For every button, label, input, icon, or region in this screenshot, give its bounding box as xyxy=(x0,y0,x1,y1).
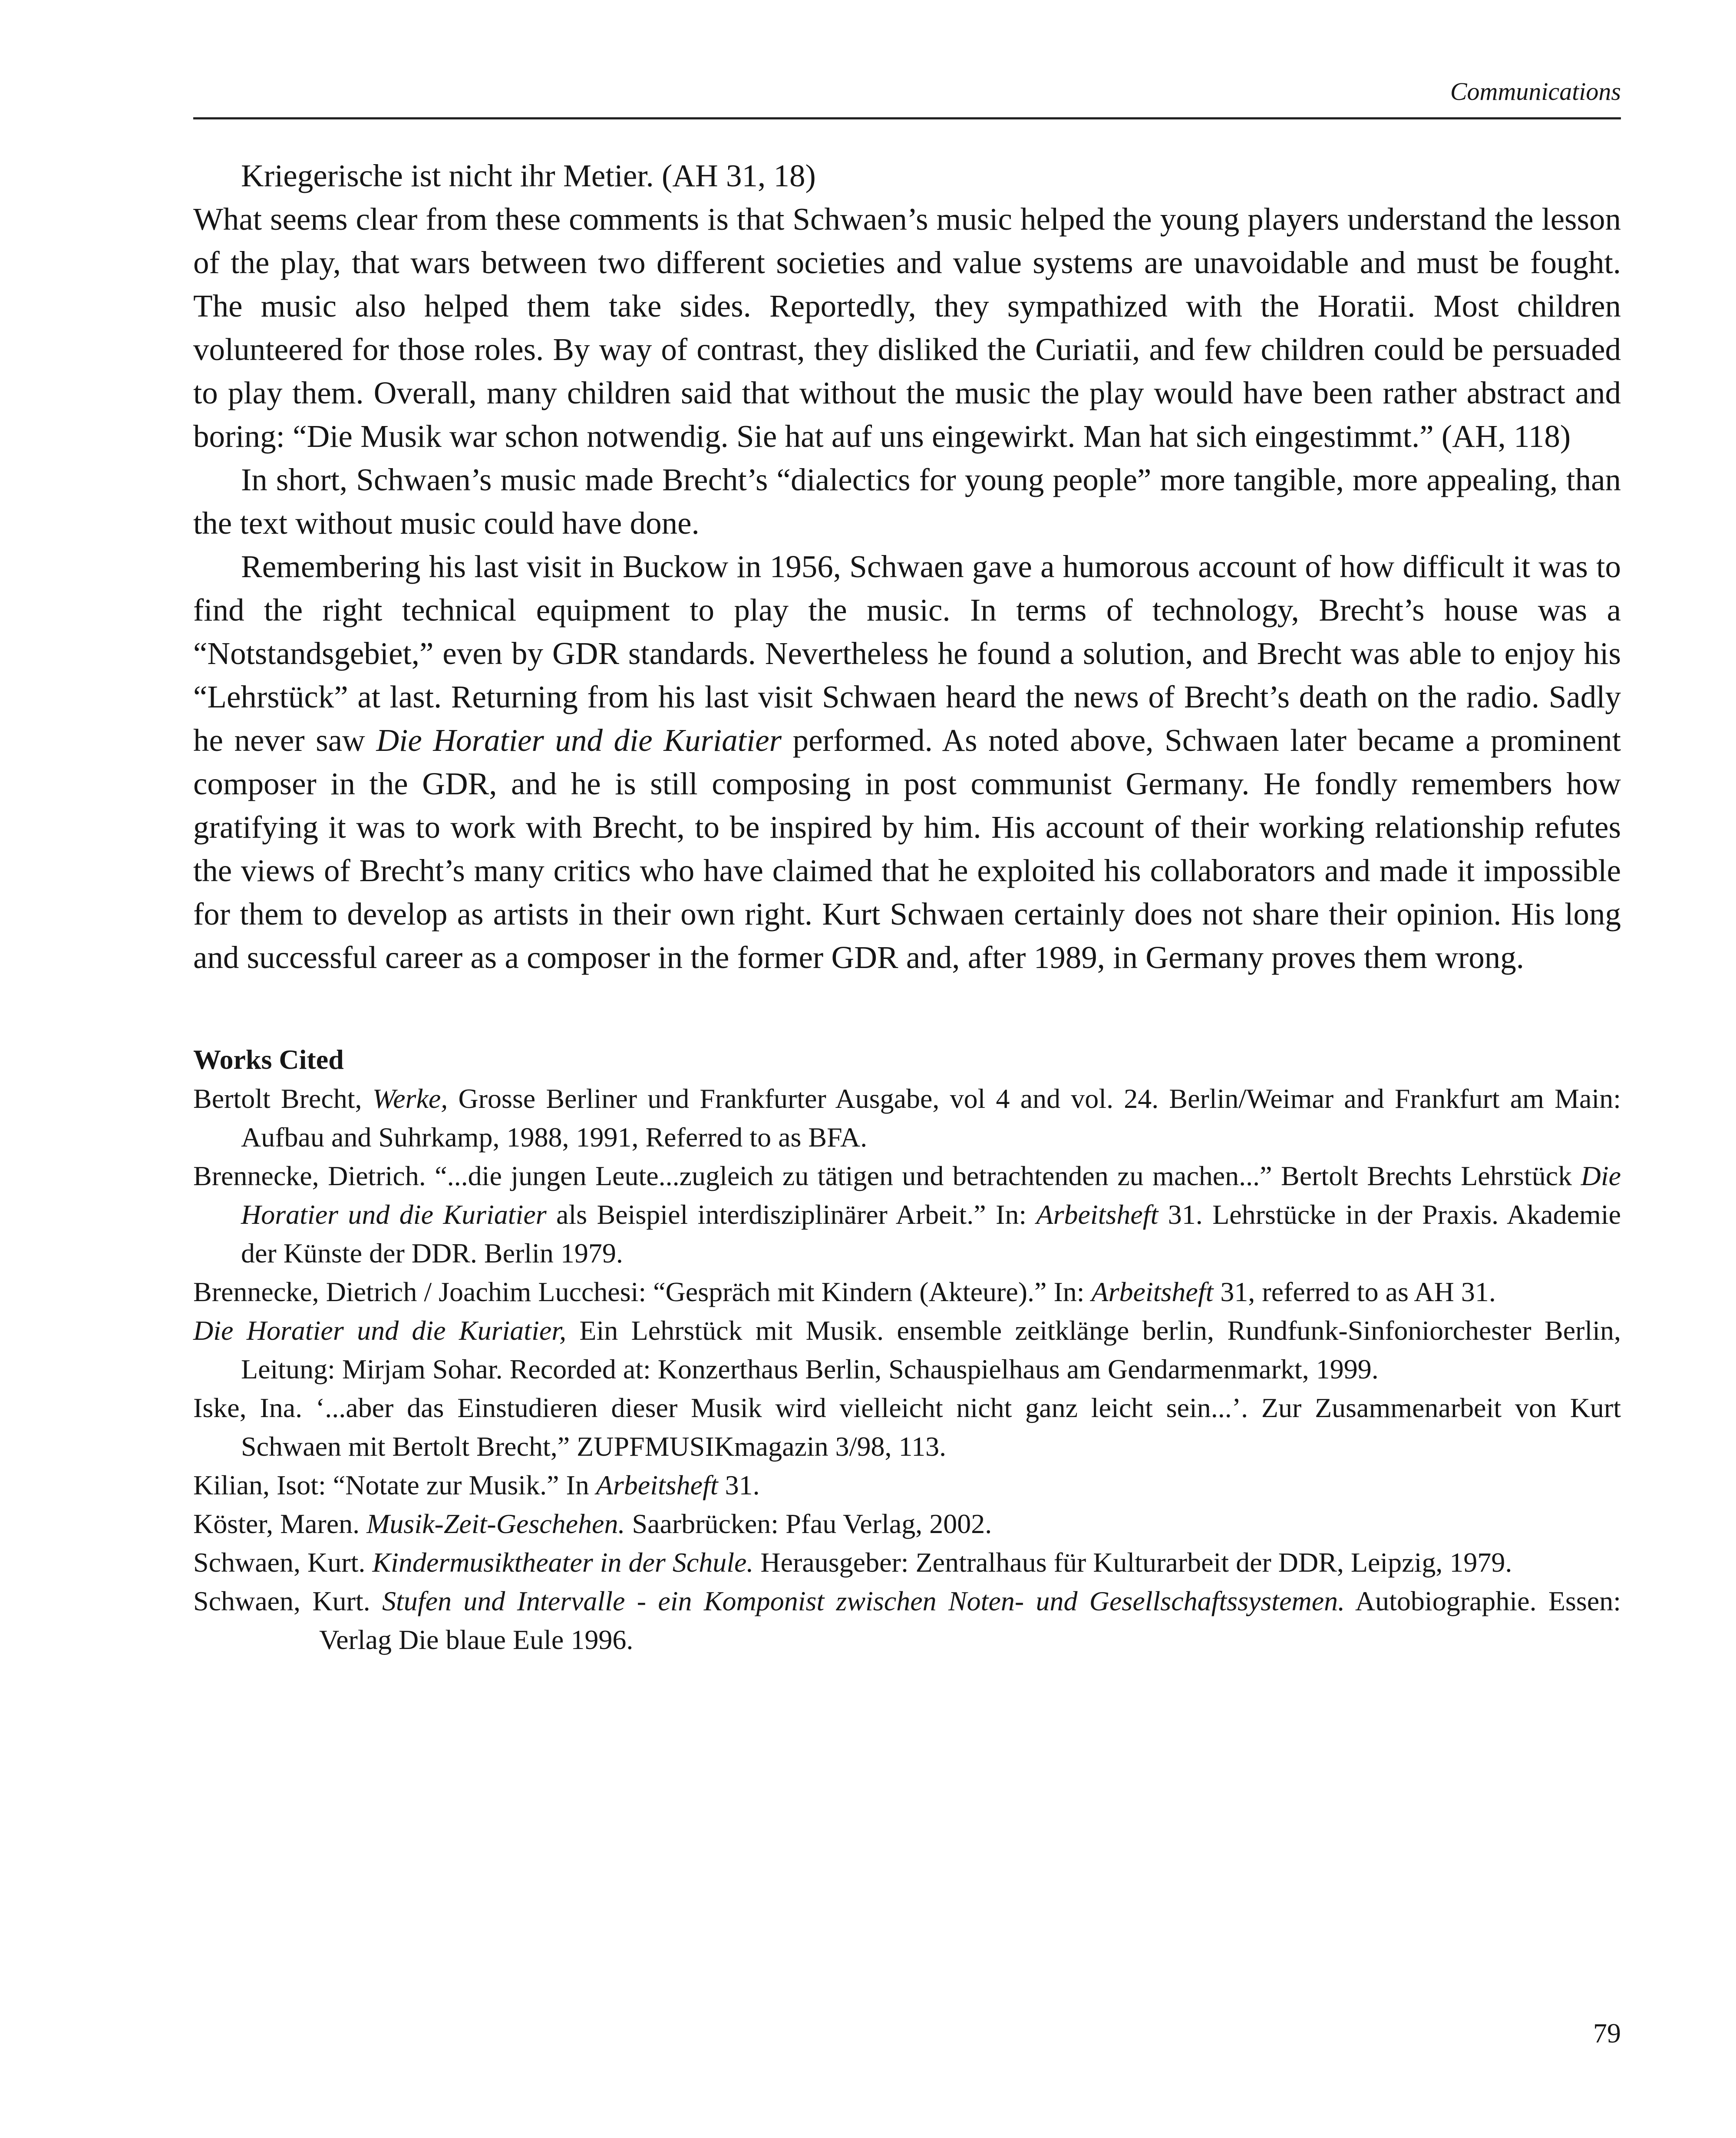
reference-item xyxy=(193,1466,1621,1504)
reference-text: 31, referred to as AH 31. xyxy=(1213,1276,1496,1307)
reference-title: Arbeitsheft xyxy=(596,1470,718,1500)
reference-text: Grosse Berliner und Frankfurter Ausgabe, vol 4 and vol. 24. Berlin/Weimar and Frankfurt am Main: Aufbau and Suhrkamp, 1988, 1991, Referred to as BFA. xyxy=(241,1083,1621,1153)
reference-text: Herausgeber: Zentralhaus für Kulturarbeit der DDR, Leipzig, 1979. xyxy=(753,1547,1512,1578)
reference-title: Stufen und Intervalle - ein Komponist zwischen Noten- und Gesellschaftssystemen. xyxy=(382,1586,1345,1616)
reference-text: als Beispiel interdisziplinärer Arbeit.” In: xyxy=(546,1199,1036,1230)
reference-item xyxy=(193,1388,1621,1466)
reference-title: Werke, xyxy=(372,1083,448,1114)
reference-text: Bertolt Brecht, xyxy=(193,1083,373,1114)
page-content xyxy=(193,154,1621,1659)
running-header: Communications xyxy=(1450,77,1621,106)
reference-item xyxy=(193,1157,1621,1272)
reference-item xyxy=(193,1079,1621,1157)
reference-title: Die Horatier und die Kuriatier xyxy=(241,1160,1621,1230)
reference-text: 31. Lehrstücke in der Praxis. Akademie der Künste der DDR. Berlin 1979. xyxy=(241,1199,1621,1269)
reference-text: Brennecke, Dietrich. “...die jungen Leute...zugleich zu tätigen und betrachtenden zu machen...” Bertolt Brechts Lehrstück xyxy=(193,1160,1581,1191)
paragraph-4-play-title: Die Horatier und die Kuriatier xyxy=(376,723,782,758)
reference-text: Autobiographie. Essen: Verlag Die blaue Eule 1996. xyxy=(319,1586,1621,1655)
paragraph-4-text-a: Remembering his last visit in Buckow in 1956, Schwaen gave a humorous account of how difficult it was to find the right technical equipment to play the music. In terms of technology, Brecht’s house was a “Notstandsgebiet,” even by GDR standards. Nevertheless he found a solution, and Brecht was able to enjoy his “Lehrstück” at last. Returning from his last visit Schwaen heard the news of Brecht’s death on the radio. Sadly he never saw xyxy=(193,549,1621,758)
reference-title: Arbeitsheft xyxy=(1036,1199,1158,1230)
page-number: 79 xyxy=(1593,2018,1621,2049)
reference-title: Kindermusiktheater in der Schule. xyxy=(372,1547,754,1578)
reference-item xyxy=(193,1582,1621,1659)
reference-item xyxy=(193,1311,1621,1388)
paragraph-3: In short, Schwaen’s music made Brecht’s “dialectics for young people” more tangible, more appealing, than the text without music could have done. xyxy=(193,462,1621,541)
header-rule xyxy=(193,117,1621,119)
reference-text: Ein Lehrstück mit Musik. ensemble zeitklänge berlin, Rundfunk-Sinfoniorchester Berlin, Leitung: Mirjam Sohar. Recorded at: Konzerthaus Berlin, Schauspielhaus am Gendarmenmarkt, 1999. xyxy=(241,1315,1621,1385)
reference-item xyxy=(193,1272,1621,1311)
reference-text: Schwaen, Kurt. xyxy=(193,1586,382,1616)
paragraph-4 xyxy=(193,545,1621,979)
reference-text: 31. xyxy=(718,1470,760,1500)
reference-text: Schwaen, Kurt. xyxy=(193,1547,373,1578)
works-cited-heading: Works Cited xyxy=(193,1044,344,1075)
reference-text: Kilian, Isot: “Notate zur Musik.” In xyxy=(193,1470,596,1500)
works-cited-list xyxy=(193,1079,1621,1659)
reference-item xyxy=(193,1504,1621,1543)
reference-title: Musik-Zeit-Geschehen. xyxy=(366,1508,625,1539)
paragraph-2: What seems clear from these comments is that Schwaen’s music helped the young players understand the lesson of the play, that wars between two different societies and value systems are unavoidable and must be fought. The music also helped them take sides. Reportedly, they sympathized with the Horatii. Most children volunteered for those roles. By way of contrast, they disliked the Curiatii, and few children could be persuaded to play them. Overall, many children said that without the music the play would have been rather abstract and boring: “Die Musik war schon notwendig. Sie hat auf uns eingewirkt. Man hat sich eingestimmt.” (AH, 118) xyxy=(193,202,1621,454)
paragraph-4-text-b: performed. As noted above, Schwaen later became a prominent composer in the GDR, and he is still composing in post communist Germany. He fondly remembers how gratifying it was to work with Brecht, to be inspired by him. His account of their working relationship refutes the views of Brecht’s many critics who have claimed that he exploited his collaborators and made it impossible for them to develop as artists in their own right. Kurt Schwaen certainly does not share their opinion. His long and successful career as a composer in the former GDR and, after 1989, in Germany proves them wrong. xyxy=(193,723,1621,975)
reference-text: Brennecke, Dietrich / Joachim Lucchesi: “Gespräch mit Kindern (Akteure).” In: xyxy=(193,1276,1092,1307)
reference-text: Iske, Ina. ‘...aber das Einstudieren dieser Musik wird vielleicht nicht ganz leicht sein...’. Zur Zusammenarbeit von Kurt Schwaen mit Bertolt Brecht,” ZUPFMUSIKmagazin 3/98, 113. xyxy=(193,1392,1621,1462)
reference-text: Köster, Maren. xyxy=(193,1508,367,1539)
reference-item xyxy=(193,1543,1621,1582)
reference-text: Saarbrücken: Pfau Verlag, 2002. xyxy=(625,1508,992,1539)
paragraph-1: Kriegerische ist nicht ihr Metier. (AH 31, 18) xyxy=(241,158,816,193)
reference-title: Die Horatier und die Kuriatier, xyxy=(193,1315,567,1346)
reference-title: Arbeitsheft xyxy=(1091,1276,1214,1307)
body-text xyxy=(193,154,1621,979)
